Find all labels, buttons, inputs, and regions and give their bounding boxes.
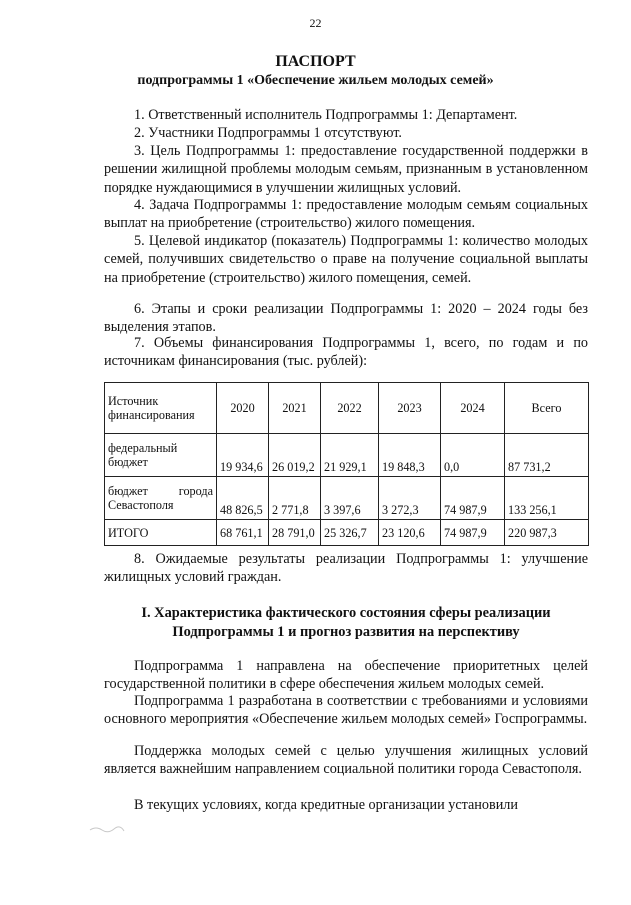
item-6-stages: 6. Этапы и сроки реализации Подпрограммы 1: 2020 – 2024 годы без выделения этапов. [104,301,588,336]
federal-2023: 19 848,3 [379,434,441,477]
scan-smudge [88,824,126,836]
itogo-2024: 74 987,9 [441,520,505,546]
item-3-goal: 3. Цель Подпрограммы 1: предоставление государственной поддержки в решении жилищной проблемы молодым семьям, признанным в установленном порядке нуждающимися в улучшении жилищных условий. [104,143,588,196]
city-source-word-3: Севастополя [108,498,174,512]
city-2021: 2 771,8 [269,477,321,520]
row-itogo-source: ИТОГО [105,520,217,546]
item-4-task: 4. Задача Подпрограммы 1: предоставление молодым семьям социальных выплат на приобретение (строительство) жилого помещения. [104,197,588,232]
section-1-paragraph-3: Поддержка молодых семей с целью улучшения жилищных условий является важнейшим направлением социальной политики города Севастополя. [104,743,588,778]
city-2023: 3 272,3 [379,477,441,520]
table-row [105,520,589,546]
header-2023: 2023 [379,383,441,434]
itogo-2022: 25 326,7 [321,520,379,546]
itogo-2021: 28 791,0 [269,520,321,546]
item-8-results: 8. Ожидаемые результаты реализации Подпрограммы 1: улучшение жилищных условий граждан. [104,551,588,586]
item-7-financing: 7. Объемы финансирования Подпрограммы 1, всего, по годам и по источникам финансирования (тыс. рублей): [104,335,588,370]
federal-total: 87 731,2 [505,434,589,477]
header-2022: 2022 [321,383,379,434]
itogo-2020: 68 761,1 [217,520,269,546]
city-2024: 74 987,9 [441,477,505,520]
section-1-paragraph-4: В текущих условиях, когда кредитные организации установили [134,797,518,813]
city-2020: 48 826,5 [217,477,269,520]
table-header-row [105,383,589,434]
table-row [105,477,589,520]
header-2020: 2020 [217,383,269,434]
itogo-total: 220 987,3 [505,520,589,546]
federal-2024: 0,0 [441,434,505,477]
item-5-indicator: 5. Целевой индикатор (показатель) Подпрограммы 1: количество молодых семей, получивших свидетельство о праве на получение социальной выплаты на приобретение (строительство) жилого помещения, семей. [104,233,588,286]
item-2-participants: 2. Участники Подпрограммы 1 отсутствуют. [134,125,402,141]
federal-2021: 26 019,2 [269,434,321,477]
row-federal-source: федеральный бюджет [105,434,217,477]
header-2021: 2021 [269,383,321,434]
federal-2020: 19 934,6 [217,434,269,477]
passport-title: ПАСПОРТ [275,53,356,70]
item-1-responsible: 1. Ответственный исполнитель Подпрограммы 1: Департамент. [134,107,518,123]
header-2024: 2024 [441,383,505,434]
itogo-2023: 23 120,6 [379,520,441,546]
header-source: Источник финансирования [105,383,217,434]
city-source-word-2: города [178,484,213,498]
federal-2022: 21 929,1 [321,434,379,477]
section-1-heading: I. Характеристика фактического состояния сферы реализации Подпрограммы 1 и прогноз развития на перспективу [141,605,551,640]
city-source-word-1: бюджет [108,484,148,498]
section-1-paragraph-1: Подпрограмма 1 направлена на обеспечение приоритетных целей государственной политики в сфере обеспечения жильем молодых семей. [104,658,588,693]
table-row [105,434,589,477]
section-1-paragraph-2: Подпрограмма 1 разработана в соответствии с требованиями и условиями основного мероприятия «Обеспечение жильем молодых семей» Госпрограммы. [104,693,588,728]
city-2022: 3 397,6 [321,477,379,520]
city-total: 133 256,1 [505,477,589,520]
header-total: Всего [505,383,589,434]
row-city-source [105,477,217,520]
passport-subtitle: подпрограммы 1 «Обеспечение жильем молодых семей» [137,73,494,88]
financing-table [104,382,589,546]
page-number: 22 [309,16,322,30]
